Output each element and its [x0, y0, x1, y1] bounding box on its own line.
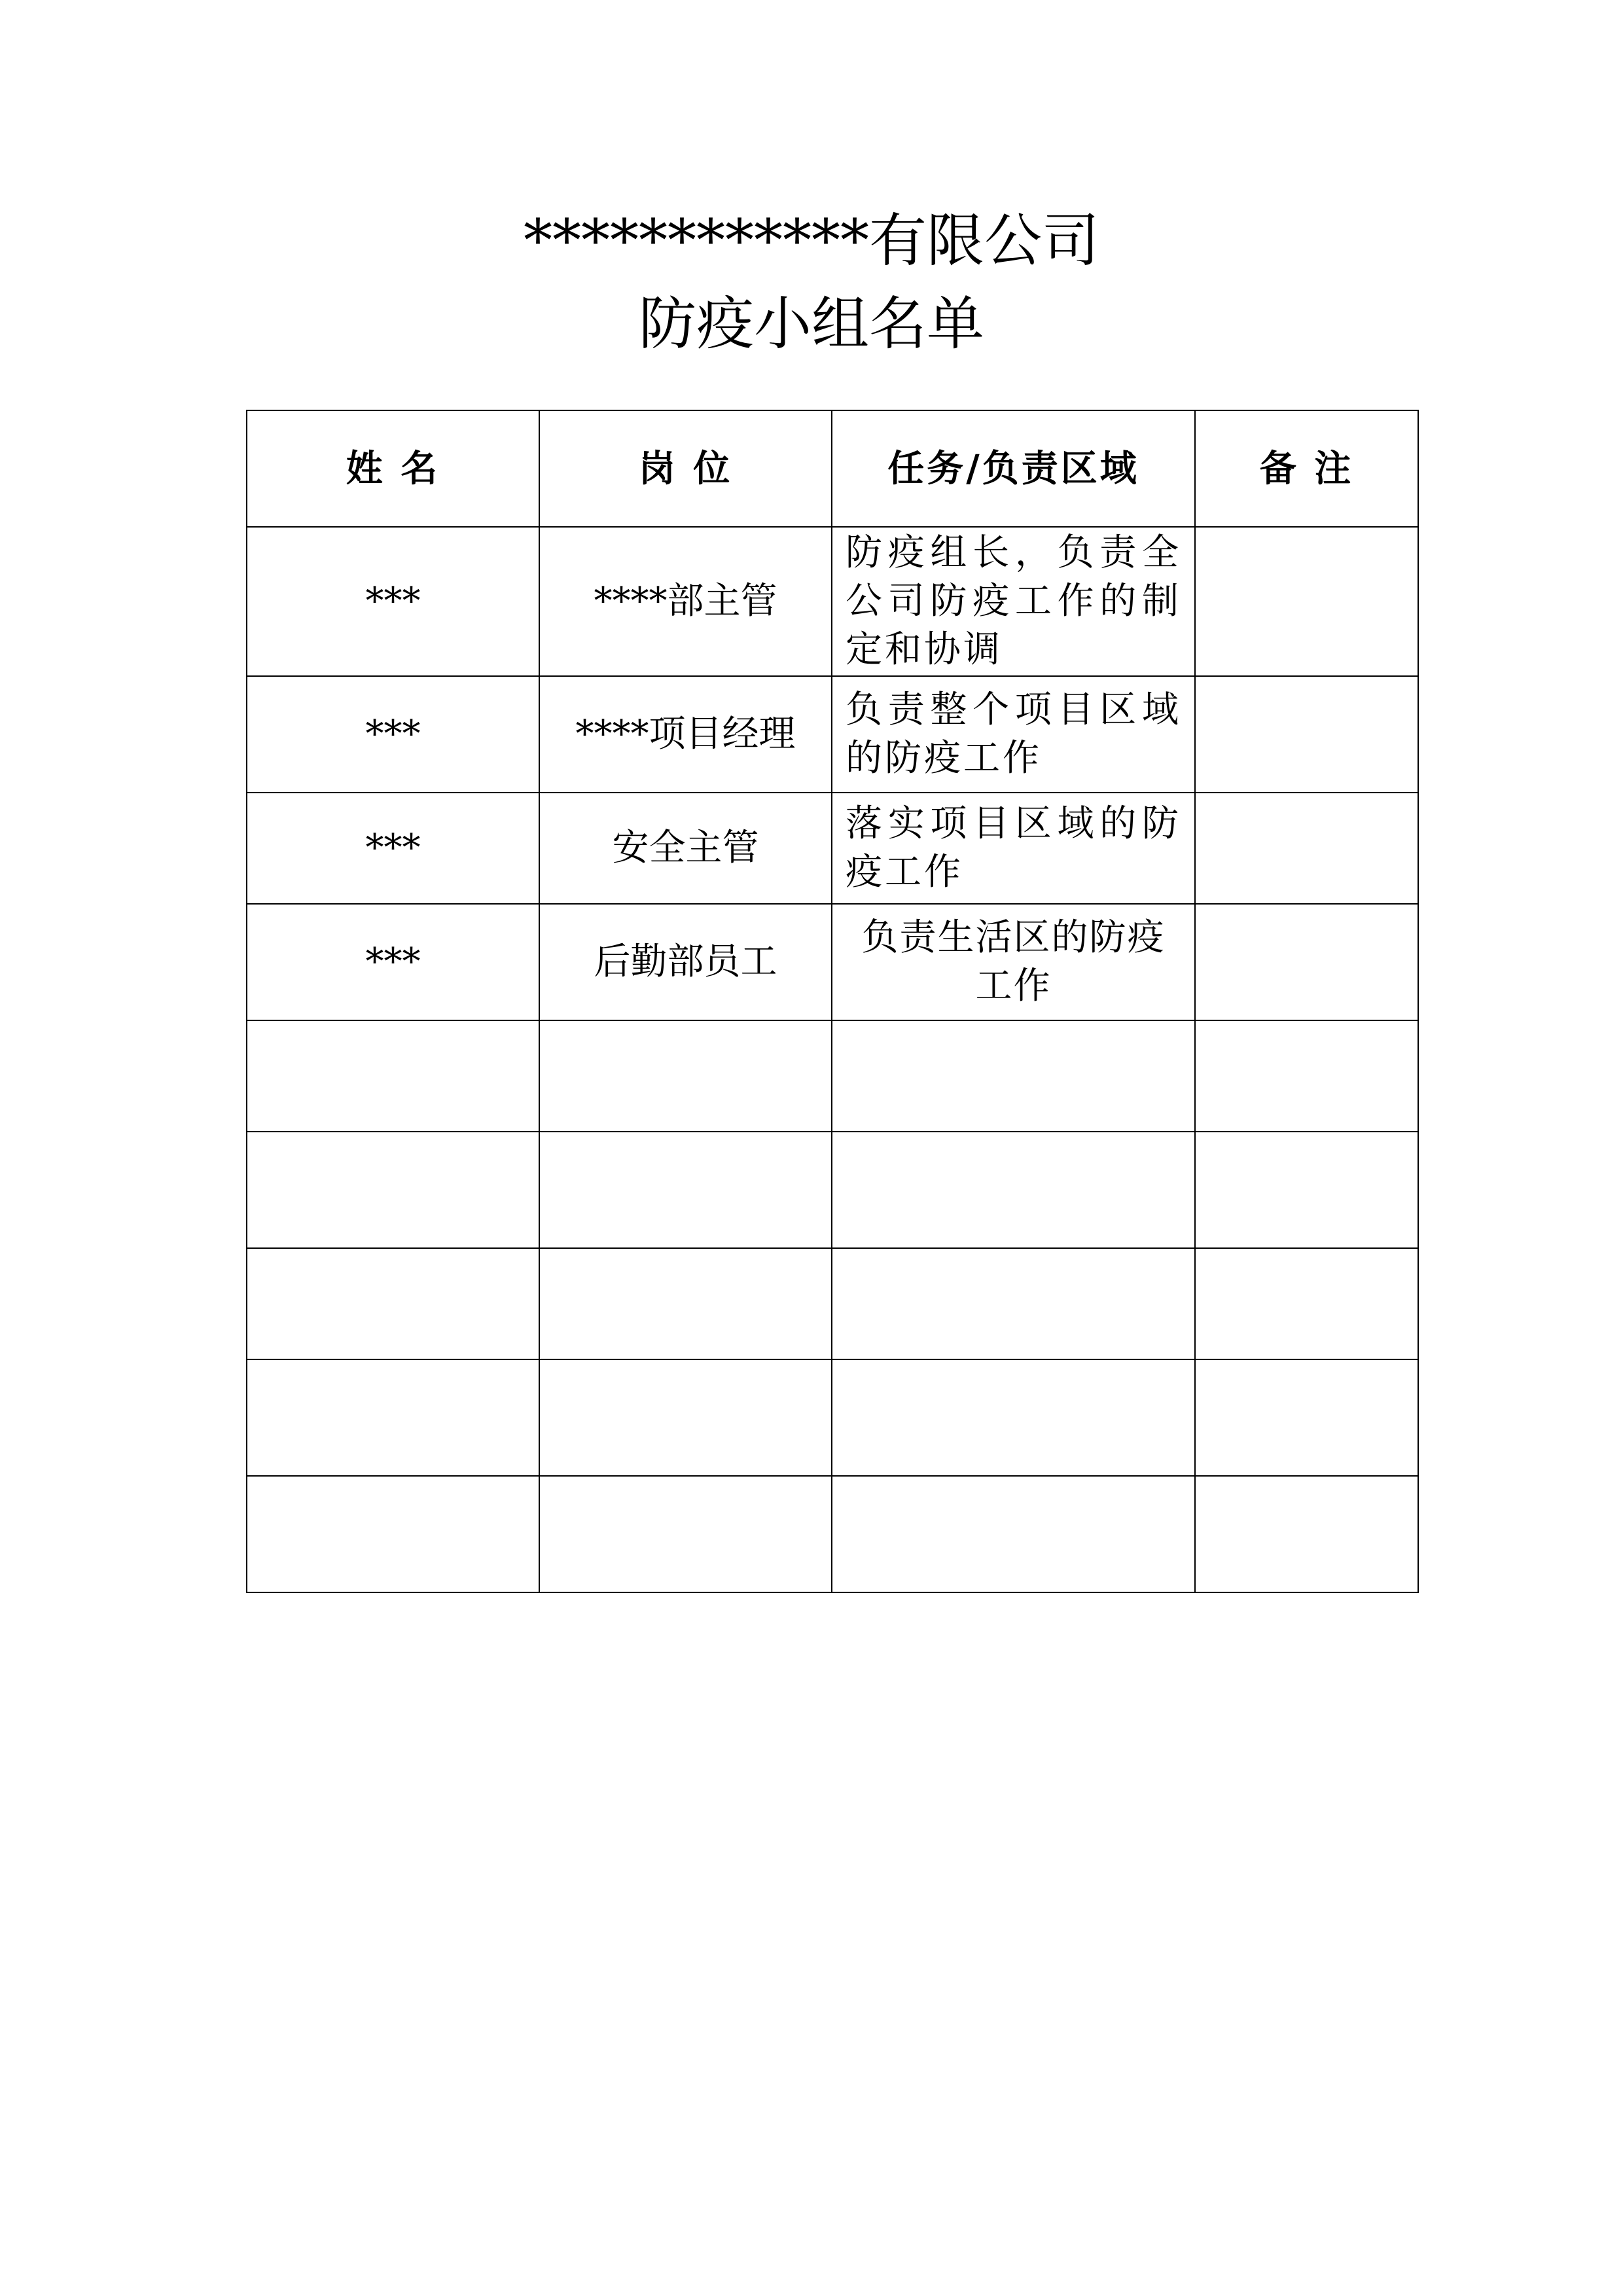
- table-row: [247, 1359, 1418, 1476]
- cell-note: [1195, 1248, 1418, 1359]
- table-row: [247, 904, 1418, 1020]
- cell-note: [1195, 1020, 1418, 1132]
- cell-name: [247, 1359, 539, 1476]
- cell-note: [1195, 1132, 1418, 1248]
- cell-note: [1195, 1359, 1418, 1476]
- company-title: ************有限公司: [523, 207, 1099, 274]
- cell-position: 后勤部员工: [539, 904, 832, 1020]
- cell-note: [1195, 904, 1418, 1020]
- header-position: 岗 位: [539, 410, 832, 527]
- cell-name: ***: [247, 904, 539, 1020]
- cell-position: [539, 1476, 832, 1592]
- table-header-row: [247, 410, 1418, 527]
- cell-note: [1195, 1476, 1418, 1592]
- cell-task: [832, 1476, 1195, 1592]
- cell-name: ***: [247, 793, 539, 904]
- cell-name: ***: [247, 676, 539, 793]
- cell-note: [1195, 676, 1418, 793]
- cell-task: 负责整个项目区域的防疫工作: [832, 676, 1195, 793]
- table-row: [247, 793, 1418, 904]
- cell-name: [247, 1132, 539, 1248]
- epidemic-team-table: [246, 410, 1419, 1593]
- header-task: 任务/负责区域: [832, 410, 1195, 527]
- cell-task: 防疫组长，负责全公司防疫工作的制定和协调: [832, 527, 1195, 676]
- table-row: [247, 527, 1418, 676]
- header-name: 姓 名: [247, 410, 539, 527]
- table-row: [247, 676, 1418, 793]
- header-note: 备 注: [1195, 410, 1418, 527]
- table-row: [247, 1132, 1418, 1248]
- cell-note: [1195, 793, 1418, 904]
- cell-position: 安全主管: [539, 793, 832, 904]
- cell-task: 落实项目区域的防疫工作: [832, 793, 1195, 904]
- cell-position: [539, 1132, 832, 1248]
- cell-task: [832, 1132, 1195, 1248]
- cell-position: [539, 1359, 832, 1476]
- cell-task: 负责生活区的防疫工作: [832, 904, 1195, 1020]
- table-row: [247, 1248, 1418, 1359]
- cell-position: ****部主管: [539, 527, 832, 676]
- cell-position: [539, 1020, 832, 1132]
- cell-name: [247, 1248, 539, 1359]
- cell-task: [832, 1020, 1195, 1132]
- cell-task: [832, 1248, 1195, 1359]
- table-row: [247, 1476, 1418, 1592]
- list-title: 防疫小组名单: [638, 290, 984, 357]
- cell-position: [539, 1248, 832, 1359]
- table-row: [247, 1020, 1418, 1132]
- cell-name: [247, 1020, 539, 1132]
- cell-position: ****项目经理: [539, 676, 832, 793]
- cell-note: [1195, 527, 1418, 676]
- cell-name: [247, 1476, 539, 1592]
- cell-task: [832, 1359, 1195, 1476]
- cell-name: ***: [247, 527, 539, 676]
